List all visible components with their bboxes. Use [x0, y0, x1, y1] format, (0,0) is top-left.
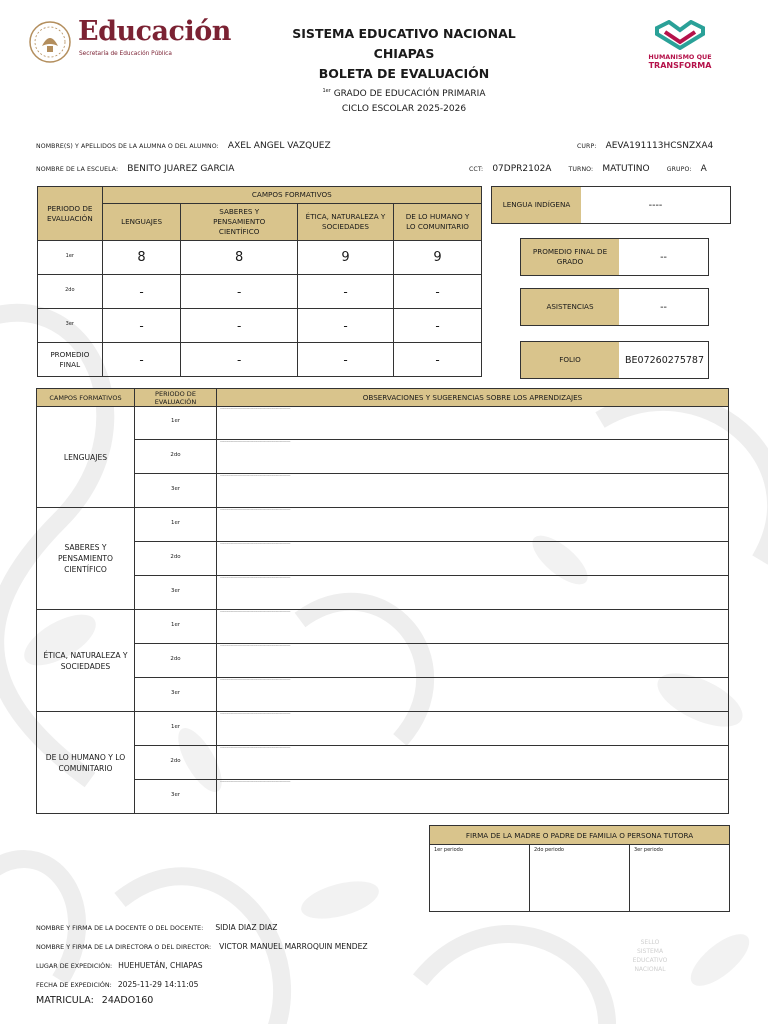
director-label: NOMBRE Y FIRMA DE LA DIRECTORA O DEL DIRECTOR:	[36, 943, 212, 951]
col-etica: ÉTICA, NATURALEZA Y SOCIEDADES	[297, 204, 393, 241]
col-humano: DE LO HUMANO Y LO COMUNITARIO	[394, 204, 482, 241]
sello-placeholder	[622, 938, 678, 974]
obs-col-campos: CAMPOS FORMATIVOS	[37, 389, 135, 407]
obs-period: 3er	[135, 780, 217, 814]
logo-right-line1: HUMANISMO QUE	[648, 53, 712, 61]
turno-value: MATUTINO	[602, 164, 650, 174]
student-name-row	[36, 133, 331, 152]
director-row	[36, 942, 368, 951]
obs-period: 2do	[135, 542, 217, 576]
lugar-label: LUGAR DE EXPEDICIÓN:	[36, 962, 113, 970]
sello-line: EDUCATIVO	[632, 957, 668, 964]
grade-row	[38, 241, 482, 275]
asistencias-value: --	[660, 301, 667, 313]
grade-cell: -	[394, 275, 482, 309]
director-name: VICTOR MANUEL MARROQUIN MENDEZ	[219, 942, 368, 951]
matricula-label: MATRICULA:	[36, 995, 94, 1006]
cct-label: CCT:	[469, 166, 484, 173]
grade-cell: -	[181, 309, 297, 343]
asistencias-label: ASISTENCIAS	[521, 289, 619, 325]
obs-campo: SABERES Y PENSAMIENTO CIENTÍFICO	[37, 508, 135, 610]
sello-line: SELLO	[640, 939, 660, 946]
period-header: PERIODO DE EVALUACIÓN	[38, 187, 103, 241]
curp-label: CURP:	[577, 143, 597, 150]
matricula-row	[36, 995, 153, 1006]
firma-title: FIRMA DE LA MADRE O PADRE DE FAMILIA O PERSONA TUTORA	[430, 826, 730, 845]
grade-cell: -	[394, 309, 482, 343]
grade-cell: 9	[394, 241, 482, 275]
school-label: NOMBRE DE LA ESCUELA:	[36, 166, 119, 173]
col-saberes: SABERES Y PENSAMIENTO CIENTÍFICO	[181, 204, 297, 241]
grade-row	[38, 275, 482, 309]
matricula-value: 24ADO160	[101, 995, 154, 1006]
folio-label: FOLIO	[521, 342, 619, 378]
header-line2: CHIAPAS	[373, 46, 435, 61]
grade-row	[38, 343, 482, 377]
lengua-value: ----	[648, 199, 663, 211]
grade-cell: 8	[102, 241, 181, 275]
grades-table	[37, 186, 482, 377]
firma-period-1: 1er periodo	[430, 845, 530, 912]
student-name: AXEL ANGEL VAZQUEZ	[227, 141, 331, 151]
header-line1: SISTEMA EDUCATIVO NACIONAL	[292, 26, 516, 41]
obs-period: 2do	[135, 746, 217, 780]
obs-text: -----------------------------------------------------	[217, 407, 729, 440]
obs-period: 2do	[135, 644, 217, 678]
obs-text: -----------------------------------------------------	[217, 678, 729, 712]
grade-text: GRADO DE EDUCACIÓN PRIMARIA	[330, 89, 486, 99]
observaciones-table	[36, 388, 729, 814]
folio-value: BE07260275787	[625, 354, 705, 366]
row-period: 3er	[38, 309, 103, 343]
firma-period-2: 2do periodo	[530, 845, 630, 912]
promedio-value: --	[660, 251, 667, 263]
row-period: 2do	[38, 275, 103, 309]
asistencias-box	[520, 288, 709, 326]
firma-table	[429, 825, 730, 912]
document-header	[254, 24, 554, 117]
obs-period: 2do	[135, 440, 217, 474]
grade-cell: -	[181, 343, 297, 377]
humanismo-logo	[646, 20, 714, 70]
firma-period-3: 3er periodo	[630, 845, 730, 912]
obs-campo: DE LO HUMANO Y LO COMUNITARIO	[37, 712, 135, 814]
school-row	[36, 156, 234, 175]
grade-cell: -	[181, 275, 297, 309]
grade-cell: 8	[181, 241, 297, 275]
obs-text: -----------------------------------------------------	[217, 644, 729, 678]
obs-text: -----------------------------------------------------	[217, 610, 729, 644]
obs-text: -----------------------------------------------------	[217, 780, 729, 814]
grade-cell: -	[297, 275, 393, 309]
grade-cell: -	[394, 343, 482, 377]
cct-value: 07DPR2102A	[492, 164, 552, 174]
heart-knot-icon	[651, 20, 709, 50]
obs-campo: ÉTICA, NATURALEZA Y SOCIEDADES	[37, 610, 135, 712]
obs-period: 3er	[135, 576, 217, 610]
sep-logo	[28, 18, 248, 66]
obs-text: -----------------------------------------------------	[217, 474, 729, 508]
fecha-value: 2025-11-29 14:11:05	[117, 980, 199, 989]
lengua-indigena-box	[491, 186, 731, 224]
grupo-value: A	[700, 164, 707, 174]
grade-cell: -	[102, 275, 181, 309]
fecha-row	[36, 980, 198, 989]
school-name: BENITO JUAREZ GARCIA	[127, 164, 235, 174]
obs-col-periodo: PERIODO DE EVALUACIÓN	[135, 389, 217, 407]
obs-period: 1er	[135, 407, 217, 440]
promedio-label: PROMEDIO FINAL DE GRADO	[521, 239, 619, 275]
grupo-label: GRUPO:	[666, 166, 692, 173]
docente-name: SIDIA DIAZ DIAZ	[215, 923, 278, 932]
obs-text: -----------------------------------------------------	[217, 440, 729, 474]
school-cycle: CICLO ESCOLAR 2025-2026	[341, 104, 467, 114]
student-name-label: NOMBRE(S) Y APELLIDOS DE LA ALUMNA O DEL ALUMNO:	[36, 143, 219, 150]
obs-text: -----------------------------------------------------	[217, 542, 729, 576]
grade-cell: -	[102, 343, 181, 377]
obs-text: -----------------------------------------------------	[217, 508, 729, 542]
document-title: BOLETA DE EVALUACIÓN	[318, 66, 490, 81]
obs-col-observaciones: OBSERVACIONES Y SUGERENCIAS SOBRE LOS APRENDIZAJES	[217, 389, 729, 407]
obs-period: 1er	[135, 508, 217, 542]
docente-row	[36, 923, 277, 932]
obs-text: -----------------------------------------------------	[217, 746, 729, 780]
curp-row	[577, 133, 713, 152]
grade-row	[38, 309, 482, 343]
grade-cell: -	[102, 309, 181, 343]
row-period-final: PROMEDIO FINAL	[38, 343, 103, 377]
obs-campo: LENGUAJES	[37, 407, 135, 508]
turno-label: TURNO:	[568, 166, 594, 173]
curp-value: AEVA191113HCSNZXA4	[605, 141, 714, 151]
obs-period: 1er	[135, 610, 217, 644]
grade-sup: 1er	[322, 88, 331, 94]
fecha-label: FECHA DE EXPEDICIÓN:	[36, 981, 112, 989]
sello-line: NACIONAL	[634, 966, 666, 973]
grade-cell: -	[297, 343, 393, 377]
sello-line: SISTEMA	[636, 948, 664, 955]
folio-box	[520, 341, 709, 379]
logo-right-line2: TRANSFORMA	[648, 61, 712, 70]
promedio-final-box	[520, 238, 709, 276]
logo-subtitle: Secretaría de Educación Pública	[79, 51, 172, 57]
obs-period: 3er	[135, 474, 217, 508]
grade-cell: -	[297, 309, 393, 343]
logo-title: Educación	[78, 16, 231, 47]
grade-cell: 9	[297, 241, 393, 275]
obs-period: 1er	[135, 712, 217, 746]
grade-line	[254, 84, 554, 102]
row-period: 1er	[38, 241, 103, 275]
coat-of-arms-icon	[28, 20, 72, 64]
obs-text: -----------------------------------------------------	[217, 712, 729, 746]
campos-header: CAMPOS FORMATIVOS	[102, 187, 481, 204]
obs-text: -----------------------------------------------------	[217, 576, 729, 610]
lugar-value: HUEHUETÁN, CHIAPAS	[118, 961, 203, 970]
obs-period: 3er	[135, 678, 217, 712]
docente-label: NOMBRE Y FIRMA DE LA DOCENTE O DEL DOCENTE:	[36, 924, 204, 932]
lugar-row	[36, 961, 203, 970]
lengua-label: LENGUA INDÍGENA	[492, 187, 581, 223]
col-lenguajes: LENGUAJES	[102, 204, 181, 241]
cct-row	[469, 156, 707, 175]
